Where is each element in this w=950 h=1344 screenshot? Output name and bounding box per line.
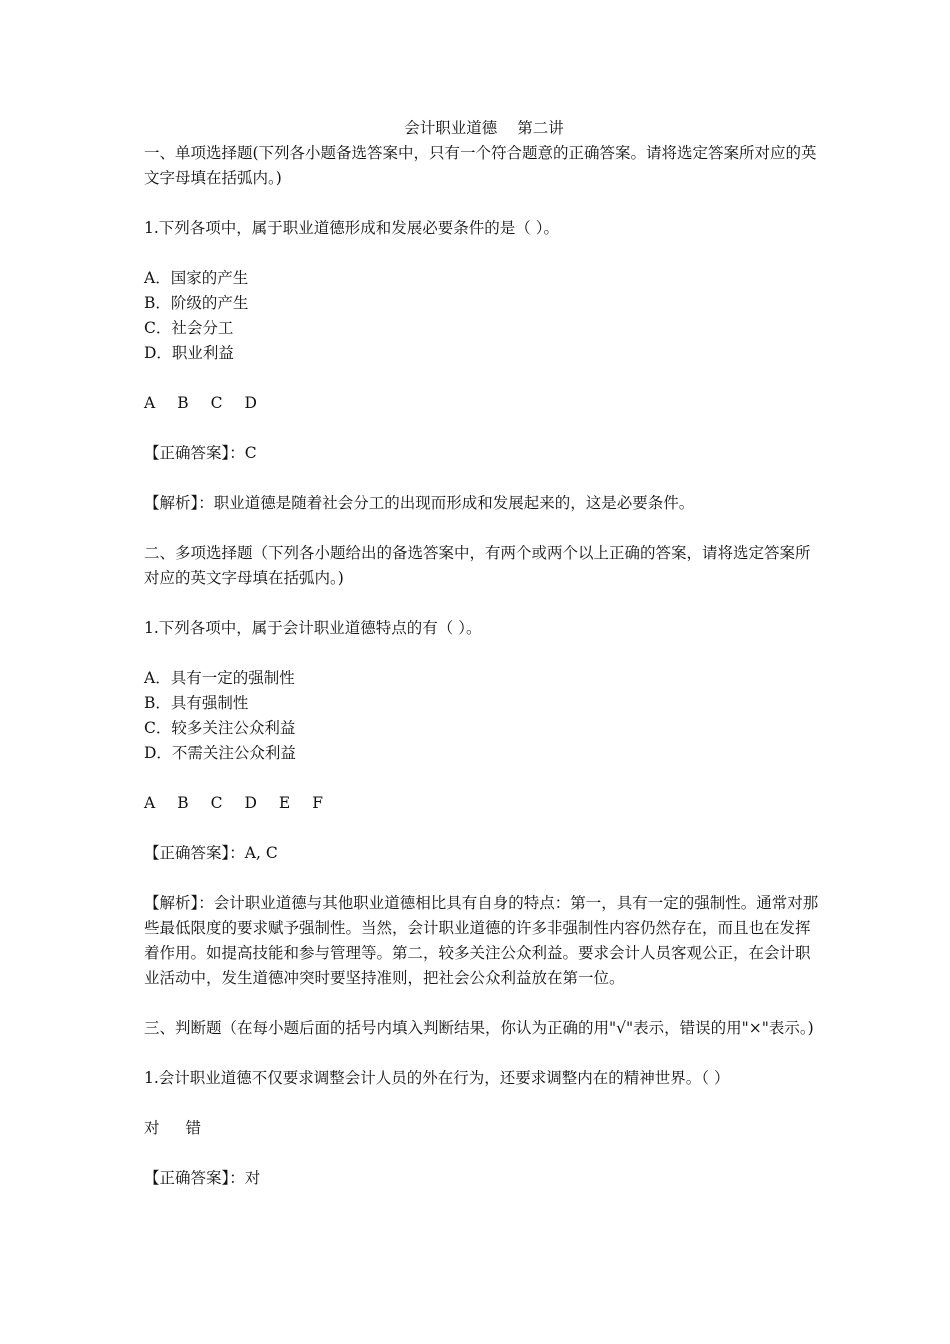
answer-choices <box>144 391 824 416</box>
section-header-multiple-choice: 二、多项选择题（下列各小题给出的备选答案中，有两个或两个以上正确的答案，请将选定答案所对应的英文字母填在括弧内。) <box>144 544 811 587</box>
option-d: D．不需关注公众利益 <box>144 744 296 762</box>
option-list <box>144 666 824 766</box>
document-title <box>144 116 824 141</box>
document-page <box>144 116 824 1216</box>
option-d: D．职业利益 <box>144 344 234 362</box>
choice-a[interactable]: A <box>144 794 156 812</box>
question-text: 1.会计职业道德不仅要求调整会计人员的外在行为，还要求调整内在的精神世界。（ ） <box>144 1069 730 1087</box>
title-main: 会计职业道德 <box>404 119 498 137</box>
option-a: A．具有一定的强制性 <box>144 669 295 687</box>
analysis-text: ：职业道德是随着社会分工的出现而形成和发展起来的，这是必要条件。 <box>198 494 695 512</box>
correct-answer-value: ：A, C <box>229 844 278 862</box>
choice-e[interactable]: E <box>278 794 291 812</box>
analysis <box>144 491 824 516</box>
choice-c[interactable]: C <box>210 394 223 412</box>
analysis-label: 【解析】 <box>144 894 199 912</box>
question-text: 1.下列各项中，属于会计职业道德特点的有（ ）。 <box>144 619 482 637</box>
correct-answer <box>144 1166 824 1191</box>
analysis-label: 【解析】 <box>144 494 199 512</box>
correct-answer-label: 【正确答案】 <box>144 1169 230 1187</box>
analysis <box>144 891 824 991</box>
choice-false[interactable]: 错 <box>185 1119 202 1137</box>
section-header-single-choice: 一、单项选择题(下列各小题备选答案中，只有一个符合题意的正确答案。请将选定答案所对应的英文字母填在括弧内。) <box>144 144 817 187</box>
section-header-true-false: 三、判断题（在每小题后面的括号内填入判断结果，你认为正确的用"√"表示，错误的用"×"表示。) <box>144 1019 814 1037</box>
choice-b[interactable]: B <box>177 794 189 812</box>
correct-answer <box>144 441 824 466</box>
option-b: B．阶级的产生 <box>144 294 249 312</box>
option-a: A．国家的产生 <box>144 269 249 287</box>
question-text: 1.下列各项中，属于职业道德形成和发展必要条件的是（ ）。 <box>144 219 559 237</box>
answer-choices <box>144 791 824 816</box>
option-b: B．具有强制性 <box>144 694 249 712</box>
title-sub: 第二讲 <box>517 119 564 137</box>
correct-answer-label: 【正确答案】 <box>144 844 230 862</box>
choice-f[interactable]: F <box>312 794 323 812</box>
option-c: C．社会分工 <box>144 319 234 337</box>
answer-choices <box>144 1116 824 1141</box>
choice-d[interactable]: D <box>244 794 257 812</box>
correct-answer-value: ：C <box>229 444 257 462</box>
correct-answer <box>144 841 824 866</box>
analysis-text: ：会计职业道德与其他职业道德相比具有自身的特点：第一，具有一定的强制性。通常对那些最低限度的要求赋予强制性。当然，会计职业道德的许多非强制性内容仍然存在，而且也在发挥着作用。如提高技能和参与管理等。第二，较多关注公众利益。要求会计人员客观公正，在会计职业活动中，发生道德冲突时要坚持准则，把社会公众利益放在第一位。 <box>144 894 819 987</box>
option-list <box>144 266 824 366</box>
choice-d[interactable]: D <box>244 394 257 412</box>
correct-answer-value: ：对 <box>229 1169 261 1187</box>
choice-b[interactable]: B <box>177 394 189 412</box>
choice-a[interactable]: A <box>144 394 156 412</box>
option-c: C．较多关注公众利益 <box>144 719 296 737</box>
choice-c[interactable]: C <box>210 794 223 812</box>
choice-true[interactable]: 对 <box>144 1119 160 1137</box>
correct-answer-label: 【正确答案】 <box>144 444 230 462</box>
